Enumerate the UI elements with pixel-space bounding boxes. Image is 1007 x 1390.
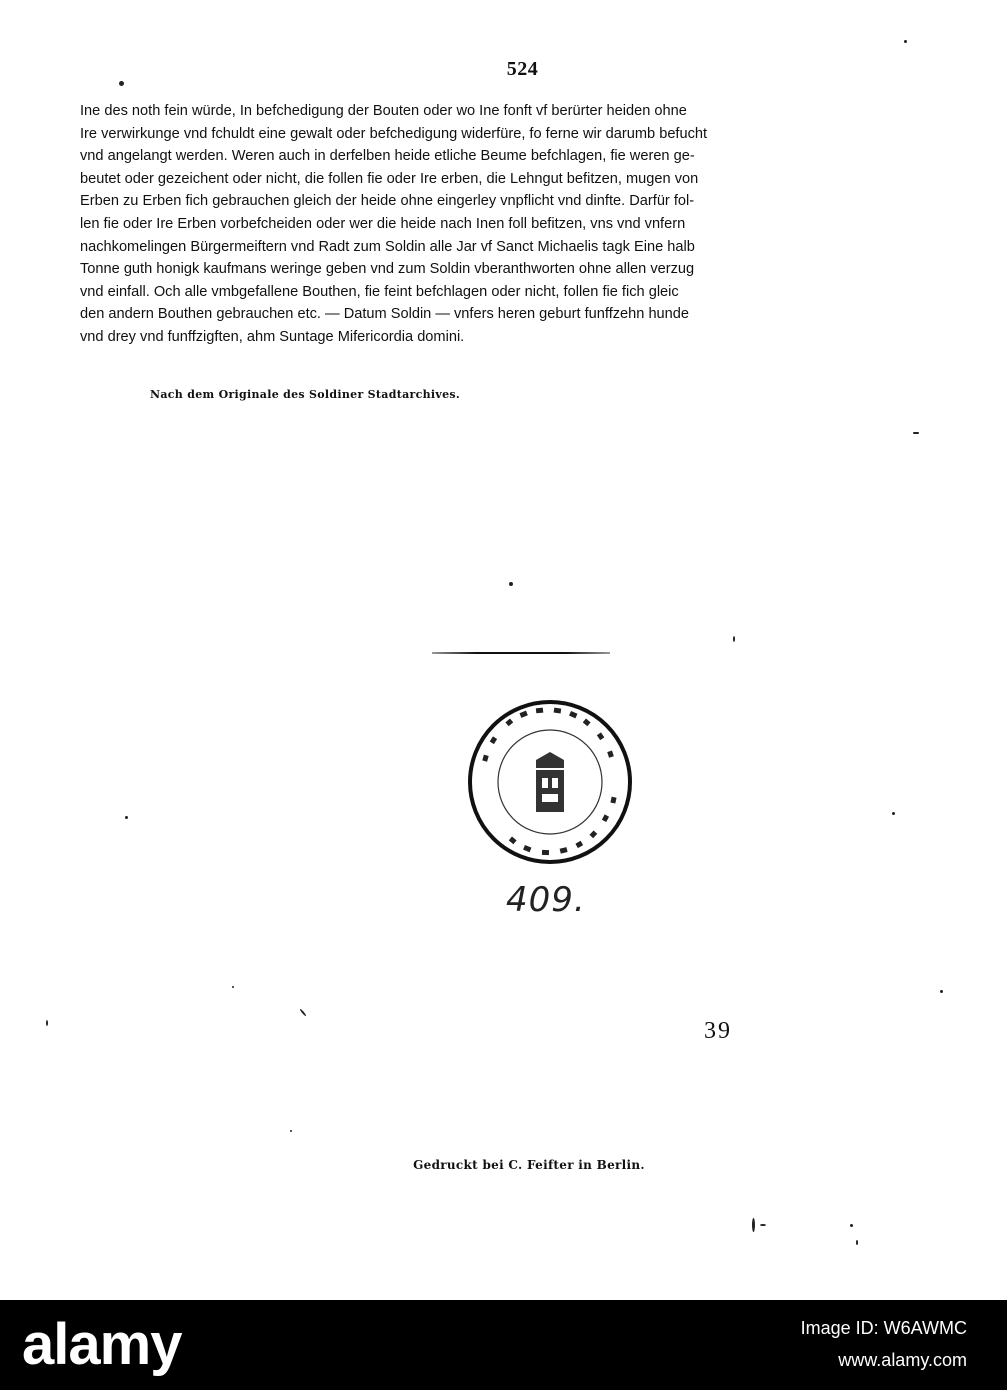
page-number: 524 [506, 58, 539, 80]
scan-speck [856, 1240, 858, 1245]
body-line: vnd angelangt werden. Weren auch in derfelben heide etliche Beume befchlagen, fie weren ge- [80, 148, 695, 165]
folio-number: 39 [704, 1018, 732, 1044]
scan-speck [913, 432, 919, 434]
body-line: vnd drey vnd funffzigften, ahm Suntage Mifericordia domini. [80, 328, 465, 345]
scan-speck [892, 812, 895, 815]
watermark-footer [0, 1300, 1007, 1390]
body-line: vnd einfall. Och alle vmbgefallene Bouthen, fie feint befchlagen oder nicht, follen fie fich gleic [80, 283, 679, 300]
image-id-label: Image ID: W6AWMC [800, 1318, 967, 1338]
body-line: Erben zu Erben fich gebrauchen gleich der heide ohne eingerley vnpflicht vnd dinfte. Darfür fol- [80, 193, 695, 210]
scan-speck [119, 81, 124, 86]
body-line: beutet oder gezeichent oder nicht, die follen fie oder Ire erben, die Lehngut befitzen, mugen von [80, 170, 699, 187]
scan-speck [940, 990, 943, 993]
divider-rule [432, 652, 610, 654]
scan-speck [299, 1008, 306, 1016]
scan-speck [733, 636, 735, 642]
brand-logo: alamy [22, 1312, 182, 1377]
scan-speck [509, 582, 513, 586]
library-stamp [466, 698, 634, 866]
image-url-label: www.alamy.com [838, 1350, 967, 1370]
scan-speck [290, 1130, 292, 1132]
source-note: Nach dem Originale des Soldiner Stadtarchives. [150, 388, 461, 401]
scan-speck [46, 1020, 48, 1026]
handwritten-number: 409. [506, 880, 586, 920]
body-text [80, 100, 960, 349]
body-line: len fie oder Ire Erben vorbefcheiden oder wer die heide nach Inen foll befitzen, vns vnd vnfern [80, 215, 686, 232]
body-line: Ire verwirkunge vnd fchuldt eine gewalt oder befchedigung widerfüre, fo ferne wir darumb befucht [80, 125, 708, 142]
scan-speck [760, 1224, 766, 1226]
scan-speck [125, 816, 128, 819]
body-line: nachkomelingen Bürgermeiftern vnd Radt zum Soldin alle Jar vf Sanct Michaelis tagk Eine halb [80, 238, 695, 255]
printer-line: Gedruckt bei C. Feifter in Berlin. [413, 1158, 645, 1172]
scan-speck [904, 40, 907, 43]
scan-speck [752, 1218, 755, 1232]
scan-speck [850, 1224, 853, 1227]
body-line: Tonne guth honigk kaufmans weringe geben vnd zum Soldin vberanthworten ohne allen verzug [80, 261, 695, 278]
body-line: den andern Bouthen gebrauchen etc. — Datum Soldin — vnfers heren geburt funffzehn hunde [80, 306, 690, 323]
scan-speck [232, 986, 234, 988]
body-line: Ine des noth fein würde, In befchedigung der Bouten oder wo Ine fonft vf berürter heiden ohne [80, 103, 687, 119]
